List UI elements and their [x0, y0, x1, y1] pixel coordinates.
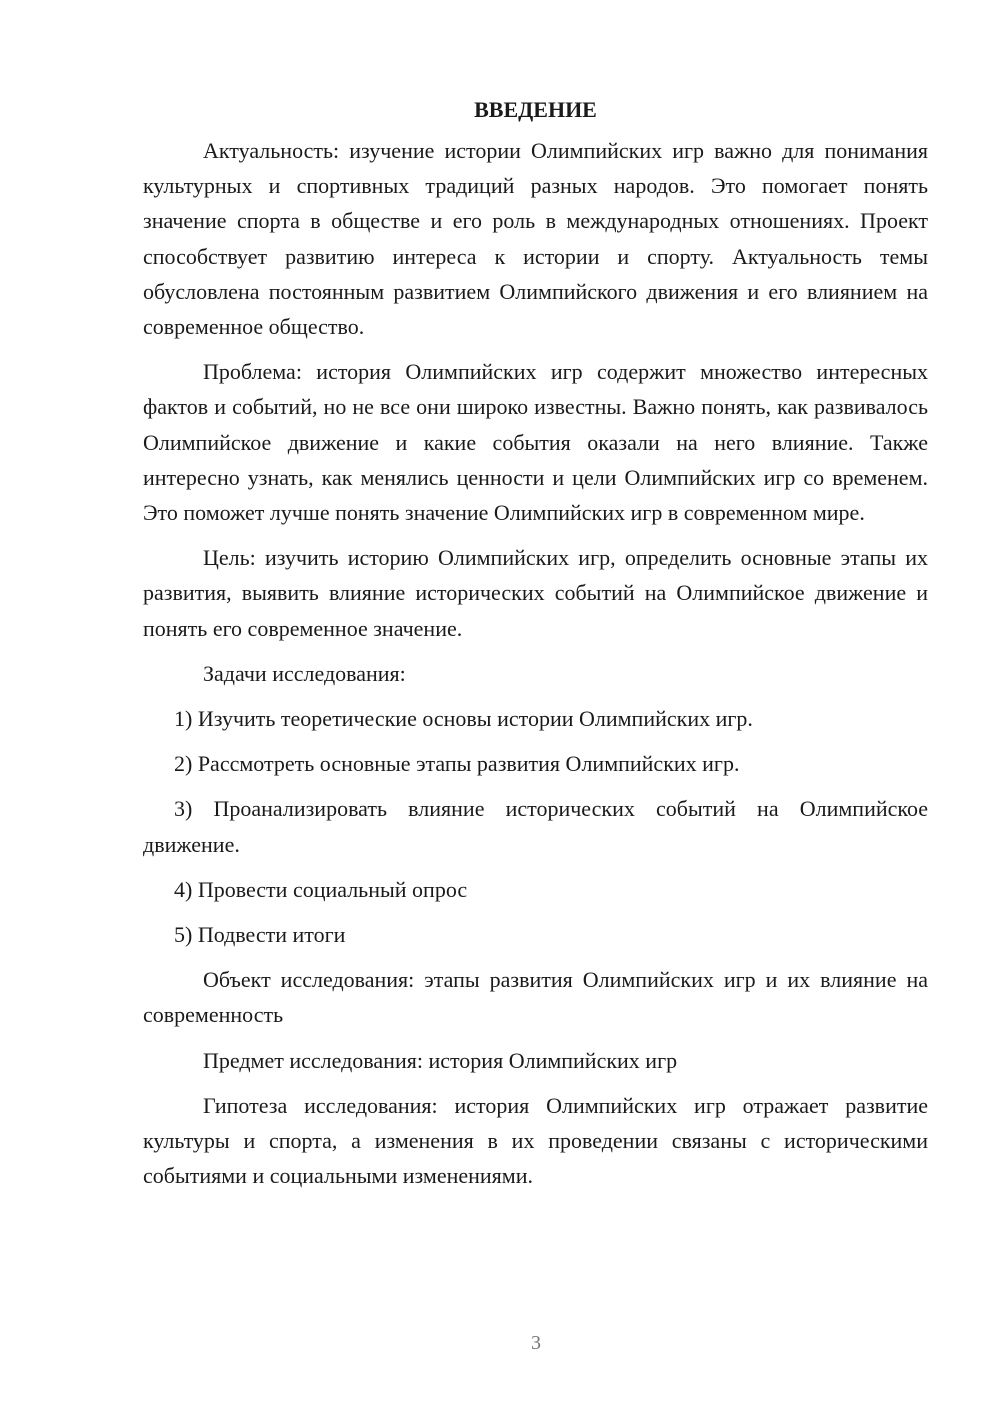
goal-paragraph: Цель: изучить историю Олимпийских игр, определить основные этапы их развития, выявить влияние исторических событий на Олимпийское движение и понять его современное значение.	[143, 545, 928, 641]
relevance-paragraph: Актуальность: изучение истории Олимпийских игр важно для понимания культурных и спортивных традиций разных народов. Это помогает понять значение спорта в обществе и его роль в международных отношениях. Проект способствует развитию интереса к истории и спорту. Актуальность темы обусловлена постоянным развитием Олимпийского движения и его влиянием на современное общество.	[143, 138, 928, 340]
task-item-5: 5) Подвести итоги	[174, 922, 346, 948]
task-item-1: 1) Изучить теоретические основы истории Олимпийских игр.	[174, 706, 753, 732]
task-item-4: 4) Провести социальный опрос	[174, 876, 468, 902]
task-item-3: 3) Проанализировать влияние исторических событий на Олимпийское движение.	[143, 796, 928, 857]
page-number: 3	[531, 1332, 541, 1354]
hypothesis-paragraph: Гипотеза исследования: история Олимпийских игр отражает развитие культуры и спорта, а изменения в их проведении связаны с историческими событиями и социальными изменениями.	[143, 1092, 928, 1189]
task-item-2: 2) Рассмотреть основные этапы развития Олимпийских игр.	[174, 751, 740, 777]
tasks-title: Задачи исследования:	[203, 660, 406, 686]
tasks-list	[143, 701, 928, 952]
object-paragraph: Объект исследования: этапы развития Олимпийских игр и их влияние на современность	[143, 967, 928, 1028]
section-heading: ВВЕДЕНИЕ	[474, 97, 597, 122]
subject-paragraph: Предмет исследования: история Олимпийских игр	[203, 1047, 678, 1073]
problem-paragraph: Проблема: история Олимпийских игр содержит множество интересных фактов и событий, но не все они широко известны. Важно понять, как развивалось Олимпийское движение и какие события оказали на него влияние. Также интересно узнать, как менялись ценности и цели Олимпийских игр со временем. Это поможет лучше понять значение Олимпийских игр в современном мире.	[143, 359, 928, 526]
document-page	[143, 92, 928, 1203]
